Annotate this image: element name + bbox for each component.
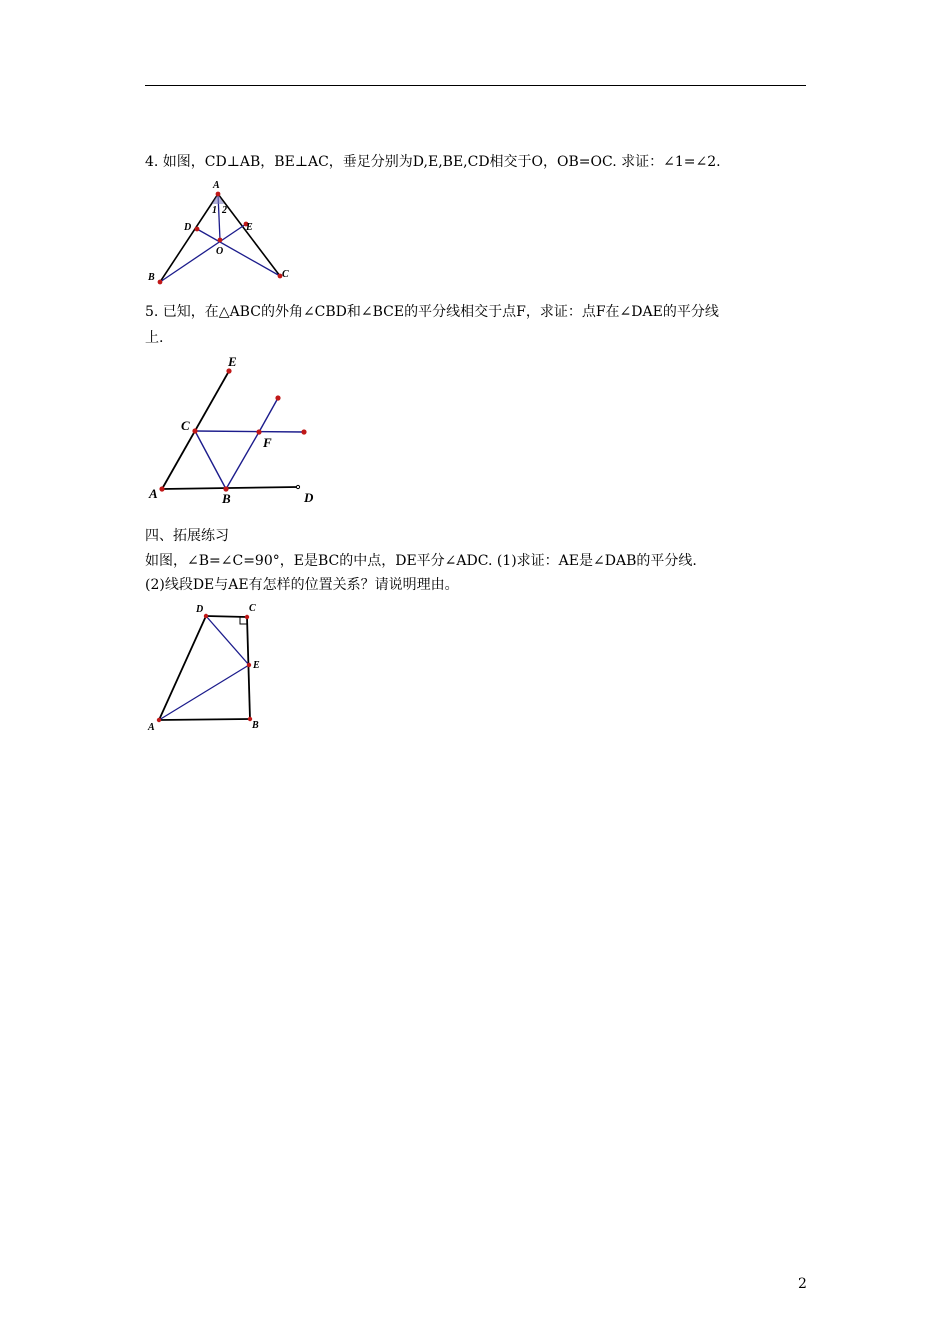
label-angle-1: 1 bbox=[212, 205, 217, 216]
section-line2: (2)线段DE与AE有怎样的位置关系？请说明理由。 bbox=[145, 577, 459, 593]
header-rule bbox=[145, 85, 806, 86]
label-D: D bbox=[196, 604, 204, 615]
label-F: F bbox=[263, 435, 272, 450]
label-A: A bbox=[213, 180, 220, 191]
label-B: B bbox=[148, 272, 155, 283]
section-heading: 四、拓展练习 bbox=[145, 528, 229, 544]
label-B: B bbox=[222, 491, 231, 506]
section-line1: 如图，∠B=∠C=90°，E是BC的中点，DE平分∠ADC. (1)求证：AE是∠DAB的平分线. bbox=[145, 553, 697, 569]
figure-section-4 bbox=[140, 598, 280, 738]
figure-problem-4 bbox=[140, 176, 310, 288]
label-C: C bbox=[181, 418, 190, 433]
label-C: C bbox=[249, 603, 256, 614]
label-A: A bbox=[149, 486, 158, 501]
label-O: O bbox=[216, 246, 224, 257]
label-D: D bbox=[184, 222, 192, 233]
label-A: A bbox=[148, 722, 155, 733]
problem-5-line2: 上. bbox=[145, 330, 164, 346]
problem-5-line1: 5. 已知，在△ABC的外角∠CBD和∠BCE的平分线相交于点F，求证：点F在∠DAE的平分线 bbox=[145, 304, 719, 320]
label-angle-2: 2 bbox=[222, 205, 227, 216]
label-B: B bbox=[252, 720, 259, 731]
label-E: E bbox=[246, 222, 253, 233]
label-D: D bbox=[304, 490, 314, 505]
figure-problem-5 bbox=[140, 350, 330, 510]
problem-4-text: 4. 如图，CD⊥AB，BE⊥AC，垂足分别为D,E,BE,CD相交于O，OB=OC. 求证：∠1=∠2. bbox=[145, 154, 721, 170]
page-number: 2 bbox=[798, 1276, 807, 1292]
label-E: E bbox=[253, 660, 260, 671]
label-C: C bbox=[282, 269, 289, 280]
label-E: E bbox=[228, 354, 237, 369]
